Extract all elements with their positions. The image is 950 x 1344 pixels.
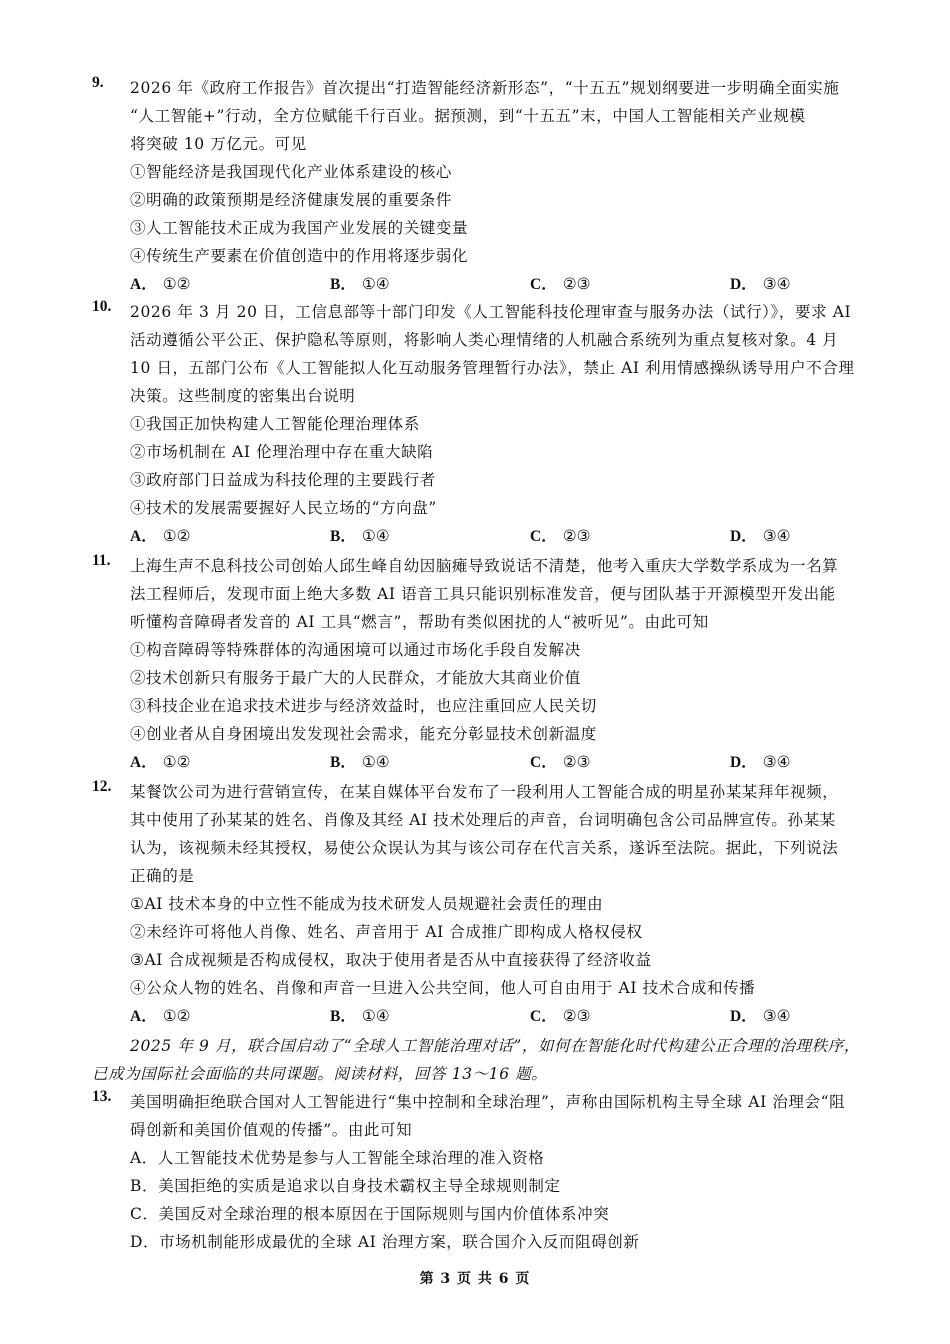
question-stem-line: “人工智能+”行动，全方位赋能千行百业。据预测，到“十五五”末，中国人工智能相关产业规模 — [130, 107, 806, 125]
question-stem-line: 法工程师后，发现市面上绝大多数 AI 语音工具只能识别标准发音，便与团队基于开源模型开发出能 — [130, 585, 836, 603]
option-b[interactable]: B． ①④ — [330, 527, 390, 545]
statement-4: ④技术的发展需要握好人民立场的“方向盘” — [130, 499, 437, 517]
option-a[interactable]: A． ①② — [130, 753, 191, 771]
statement-1: ①智能经济是我国现代化产业体系建设的核心 — [130, 163, 453, 181]
page-footer: 第 3 页 共 6 页 — [419, 1271, 531, 1287]
material-intro-line: 已成为国际社会面临的共同课题。阅读材料，回答 13～16 题。 — [92, 1065, 548, 1083]
option-b[interactable]: B． ①④ — [330, 753, 390, 771]
answer-options — [130, 748, 850, 776]
question-stem-line: 正确的是 — [130, 867, 195, 885]
option-d[interactable]: D． ③④ — [730, 275, 791, 293]
answer-options — [130, 1002, 850, 1030]
material-intro — [92, 1032, 872, 1088]
option-c[interactable]: C． ②③ — [530, 527, 591, 545]
option-c[interactable]: C． ②③ — [530, 753, 591, 771]
option-d[interactable]: D． ③④ — [730, 753, 791, 771]
question-stem-line: 碍创新和美国价值观的传播”。由此可知 — [130, 1121, 413, 1139]
option-c[interactable]: C．美国反对全球治理的根本原因在于国际规则与国内价值体系冲突 — [130, 1205, 610, 1223]
option-c[interactable]: C． ②③ — [530, 275, 591, 293]
question-number: 9. — [92, 74, 104, 91]
statement-1: ①AI 技术本身的中立性不能成为技术研发人员规避社会责任的理由 — [130, 895, 604, 913]
statement-4: ④传统生产要素在价值创造中的作用将逐步弱化 — [130, 247, 469, 265]
statement-1: ①我国正加快构建人工智能伦理治理体系 — [130, 415, 420, 433]
question-number: 10. — [92, 298, 112, 315]
answer-options — [130, 270, 850, 298]
question-stem-line: 2026 年 3 月 20 日，工信息部等十部门印发《人工智能科技伦理审查与服务办法（试行）》，要求 AI — [130, 303, 852, 321]
material-intro-line: 2025 年 9 月，联合国启动了“全球人工智能治理对话”，如何在智能化时代构建公正合理的治理秩序， — [130, 1037, 860, 1055]
question-stem-line: 认为，该视频未经其授权，易使公众误认为其与该公司存在代言关系，遂诉至法院。据此，下列说法 — [130, 839, 839, 857]
question-stem-line: 美国明确拒绝联合国对人工智能进行“集中控制和全球治理”，声称由国际机构主导全球 AI 治理会“阻 — [130, 1093, 846, 1111]
option-a[interactable]: A． ①② — [130, 275, 191, 293]
statement-3: ③AI 合成视频是否构成侵权，取决于使用者是否从中直接获得了经济收益 — [130, 951, 652, 969]
statement-3: ③政府部门日益成为科技伦理的主要践行者 — [130, 471, 436, 489]
question-stem-line: 听懂构音障碍者发音的 AI 工具“燃言”，帮助有类似困扰的人“被听见”。由此可知 — [130, 613, 709, 631]
option-c[interactable]: C． ②③ — [530, 1007, 591, 1025]
question-stem-line: 10 日，五部门公布《人工智能拟人化互动服务管理暂行办法》，禁止 AI 利用情感操纵诱导用户不合理 — [130, 359, 855, 377]
statement-2: ②未经许可将他人肖像、姓名、声音用于 AI 合成推广即构成人格权侵权 — [130, 923, 643, 941]
statement-4: ④公众人物的姓名、肖像和声音一旦进入公共空间，他人可自由用于 AI 技术合成和传播 — [130, 979, 756, 997]
question-stem-line: 活动遵循公平公正、保护隐私等原则，将影响人类心理情绪的人机融合系统列为重点复核对象。4 月 — [130, 331, 839, 349]
question-stem-line: 其中使用了孙某某的姓名、肖像及其经 AI 技术处理后的声音，台词明确包含公司品牌宣传。孙某某 — [130, 811, 836, 829]
option-d[interactable]: D． ③④ — [730, 1007, 791, 1025]
question-stem-line: 将突破 10 万亿元。可见 — [130, 135, 307, 153]
statement-3: ③科技企业在追求技术进步与经济效益时，也应注重回应人民关切 — [130, 697, 597, 715]
option-b[interactable]: B．美国拒绝的实质是追求以自身技术霸权主导全球规则制定 — [130, 1177, 561, 1195]
question-number: 12. — [92, 778, 112, 795]
statement-3: ③人工智能技术正成为我国产业发展的关键变量 — [130, 219, 469, 237]
option-a[interactable]: A．人工智能技术优势是参与人工智能全球治理的准入资格 — [130, 1149, 545, 1167]
statement-2: ②市场机制在 AI 伦理治理中存在重大缺陷 — [130, 443, 434, 461]
option-b[interactable]: B． ①④ — [330, 275, 390, 293]
question-stem-line: 上海生声不息科技公司创始人邱生峰自幼因脑瘫导致说话不清楚，他考入重庆大学数学系成为一名算 — [130, 557, 839, 575]
question-number: 13. — [92, 1088, 112, 1105]
statement-4: ④创业者从自身困境出发发现社会需求，能充分彰显技术创新温度 — [130, 725, 597, 743]
option-d[interactable]: D． ③④ — [730, 527, 791, 545]
statement-2: ②明确的政策预期是经济健康发展的重要条件 — [130, 191, 453, 209]
question-number: 11. — [92, 552, 111, 569]
option-d[interactable]: D．市场机制能形成最优的全球 AI 治理方案，联合国介入反而阻碍创新 — [130, 1233, 640, 1251]
question-stem-line: 某餐饮公司为进行营销宣传，在某自媒体平台发布了一段利用人工智能合成的明星孙某某拜年视频， — [130, 783, 839, 801]
statement-1: ①构音障碍等特殊群体的沟通困境可以通过市场化手段自发解决 — [130, 641, 581, 659]
question-stem-line: 2026 年《政府工作报告》首次提出“打造智能经济新形态”，“十五五”规划纲要进一步明确全面实施 — [130, 79, 840, 97]
option-a[interactable]: A． ①② — [130, 527, 191, 545]
answer-options — [130, 522, 850, 550]
option-b[interactable]: B． ①④ — [330, 1007, 390, 1025]
question-stem-line: 决策。这些制度的密集出台说明 — [130, 387, 356, 405]
statement-2: ②技术创新只有服务于最广大的人民群众，才能放大其商业价值 — [130, 669, 581, 687]
option-a[interactable]: A． ①② — [130, 1007, 191, 1025]
